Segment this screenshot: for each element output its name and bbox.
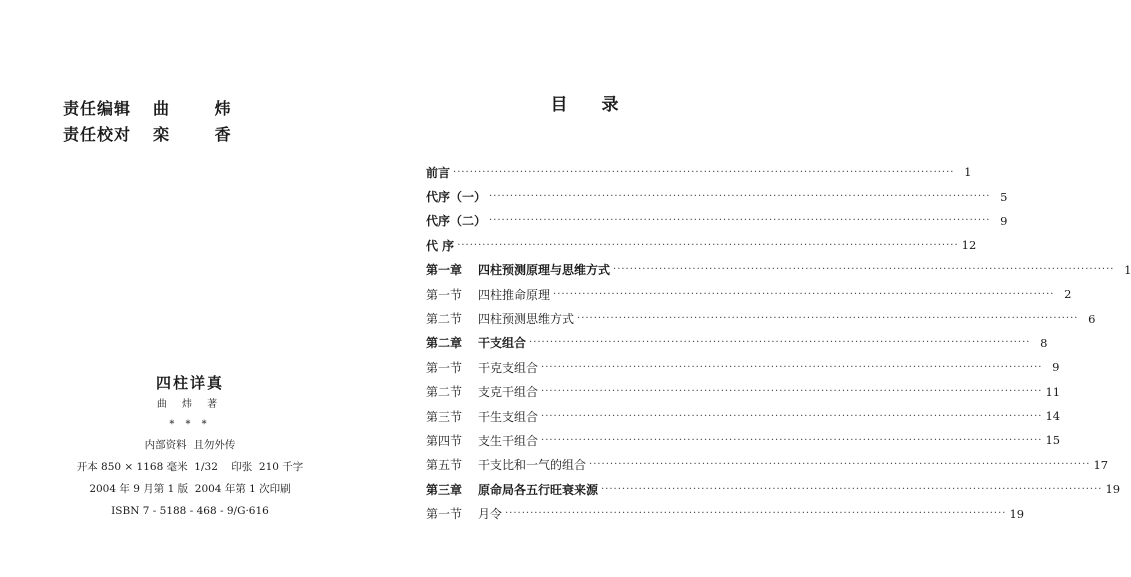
toc-leader-dots: ························································································································	[601, 483, 1103, 495]
toc-entry-page: 2	[1064, 287, 1072, 302]
toc-entry-page: 6	[1088, 311, 1096, 326]
toc-leader-dots: ························································································································	[577, 313, 1079, 325]
toc-entry	[426, 404, 1061, 428]
toc-leader-dots: ························································································································	[453, 166, 955, 178]
toc-leader-dots: ························································································································	[529, 337, 1031, 349]
toc-entry-title: 月令	[478, 507, 503, 522]
toc-entry-label: 第三章	[426, 482, 463, 497]
toc-entry-label: 第二章	[426, 336, 463, 351]
toc-entry-page: 12	[961, 238, 977, 253]
toc-entry	[426, 477, 1121, 501]
toc-entry	[426, 160, 972, 184]
toc-entry-page: 1	[1124, 262, 1131, 277]
internal-note: 内部资料 且勿外传	[144, 439, 236, 451]
credit-name: 栾 香	[153, 125, 251, 144]
isbn-line: ISBN 7 - 5188 - 468 - 9/G·616	[111, 505, 269, 517]
right-page	[390, 0, 1131, 577]
toc-entry-title: 前言	[426, 165, 451, 180]
toc-entry-title: 四柱预测思维方式	[478, 312, 575, 327]
toc-entry-label: 第五节	[426, 458, 463, 473]
toc-entry-title: 干支比和一气的组合	[478, 458, 587, 473]
toc-entry	[426, 501, 1025, 525]
toc-leader-dots: ························································································································	[541, 410, 1043, 422]
toc-entry	[426, 331, 1048, 355]
toc-leader-dots: ························································································································	[489, 215, 991, 227]
toc-leader-dots: ························································································································	[613, 264, 1115, 276]
toc-leader-dots: ························································································································	[541, 434, 1043, 446]
toc-entry	[426, 380, 1061, 404]
toc-entry-page: 11	[1045, 384, 1061, 399]
credit-role: 责任编辑	[63, 99, 132, 118]
toc-entry-page: 1	[964, 165, 972, 180]
credit-role: 责任校对	[63, 125, 132, 144]
credit-editor	[63, 96, 251, 122]
toc-entry	[426, 355, 1060, 379]
edition-line: 2004 年 9 月第 1 版 2004 年第 1 次印刷	[89, 483, 291, 495]
left-page	[0, 0, 390, 577]
toc-entry	[426, 306, 1096, 330]
toc-entry-page: 14	[1045, 409, 1061, 424]
toc-entry-title: 四柱推命原理	[478, 287, 551, 302]
toc-entry-title: 干克支组合	[478, 360, 539, 375]
toc-leader-dots: ························································································································	[489, 191, 991, 203]
toc-heading: 目 录	[550, 95, 633, 115]
toc-entry	[426, 453, 1109, 477]
toc-entry	[426, 258, 1131, 282]
toc-entry-title: 代序（二）	[426, 214, 487, 229]
toc-entry-label: 第三节	[426, 409, 463, 424]
toc-entry-page: 5	[1000, 189, 1008, 204]
toc-leader-dots: ························································································································	[505, 508, 1007, 520]
toc-entry	[426, 428, 1061, 452]
toc-entry-page: 8	[1040, 335, 1048, 350]
toc-entry-page: 17	[1093, 457, 1109, 472]
toc-entry-title: 支生干组合	[478, 433, 539, 448]
toc-entry-page: 9	[1052, 360, 1060, 375]
toc-entry	[426, 209, 1008, 233]
toc-entry	[426, 184, 1008, 208]
toc-entry-page: 19	[1105, 482, 1121, 497]
toc-entry-label: 第一节	[426, 287, 463, 302]
toc-entry-label: 第一节	[426, 507, 463, 522]
toc-entry-title: 四柱预测原理与思维方式	[478, 263, 611, 278]
toc-leader-dots: ························································································································	[457, 239, 959, 251]
toc-entry-label: 第四节	[426, 433, 463, 448]
toc-entry-label: 第一节	[426, 360, 463, 375]
imprint-block	[50, 372, 330, 522]
toc-entry	[426, 233, 977, 257]
toc-leader-dots: ························································································································	[541, 386, 1043, 398]
toc-entry-title: 代序（一）	[426, 190, 487, 205]
toc-entry-label: 第一章	[426, 263, 463, 278]
format-line: 开本 850 × 1168 毫米 1/32 印张 210 千字	[76, 461, 304, 473]
toc-entry	[426, 282, 1072, 306]
toc-leader-dots: ························································································································	[589, 459, 1091, 471]
toc-entry-page: 19	[1009, 506, 1025, 521]
table-of-contents	[426, 160, 1131, 526]
toc-entry-title: 支克干组合	[478, 385, 539, 400]
toc-entry-label: 第二节	[426, 385, 463, 400]
toc-entry-page: 15	[1045, 433, 1061, 448]
credit-name: 曲 炜	[153, 99, 251, 118]
toc-entry-label: 第二节	[426, 312, 463, 327]
credit-proofreader	[63, 122, 251, 148]
toc-leader-dots: ························································································································	[541, 361, 1043, 373]
toc-entry-page: 9	[1000, 213, 1008, 228]
toc-entry-title: 干生支组合	[478, 409, 539, 424]
toc-leader-dots: ························································································································	[553, 288, 1055, 300]
author-line: 曲 炜 著	[156, 399, 224, 410]
toc-entry-title: 干支组合	[478, 336, 527, 351]
toc-entry-title: 代 序	[426, 238, 455, 253]
book-title: 四柱详真	[155, 374, 224, 392]
separator-stars: * * *	[169, 419, 211, 430]
credits-block	[63, 96, 251, 148]
toc-entry-title: 原命局各五行旺衰来源	[478, 482, 599, 497]
